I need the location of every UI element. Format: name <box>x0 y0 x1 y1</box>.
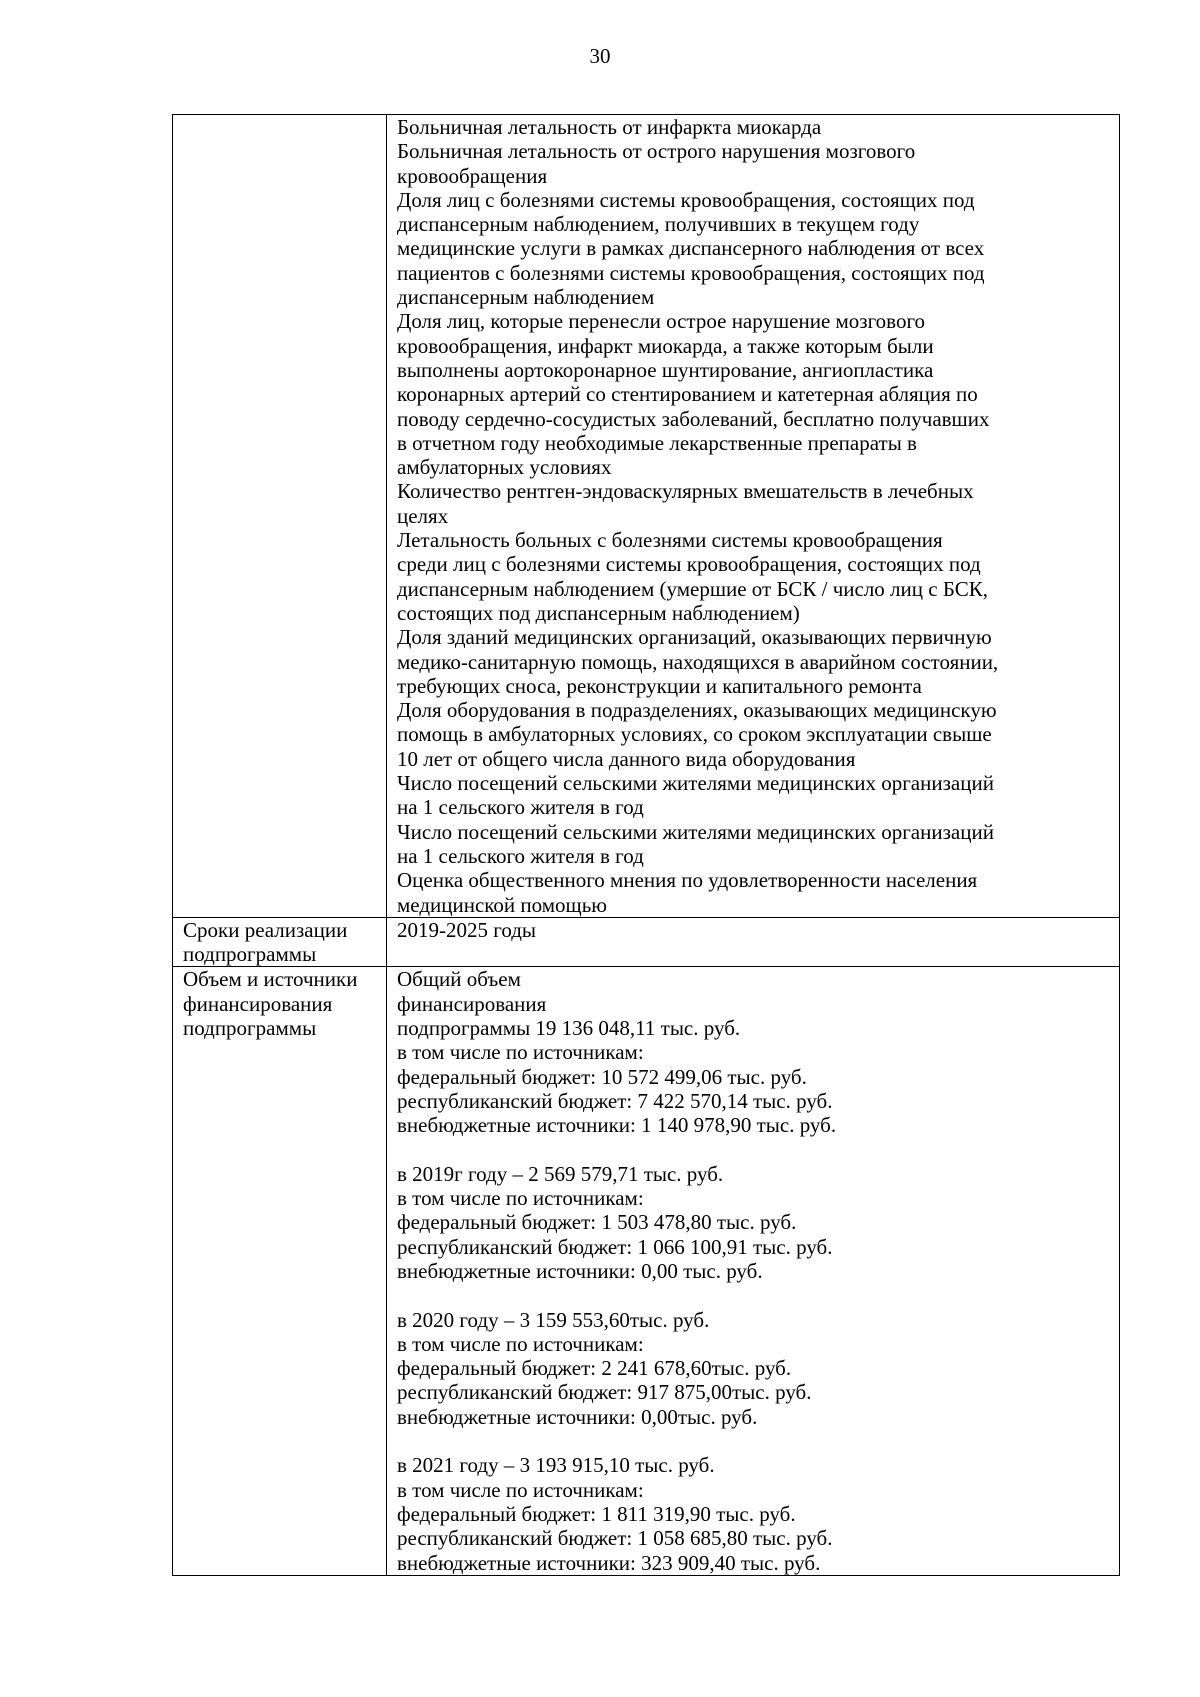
funding-line: республиканский бюджет: 1 066 100,91 тыс. руб. <box>397 1234 833 1259</box>
terms-label <box>173 917 387 967</box>
funding-label <box>173 967 387 1575</box>
indicator-line: Доля оборудования в подразделениях, оказывающих медицинскую <box>397 698 997 723</box>
indicator-item <box>397 139 1113 188</box>
funding-value <box>387 967 1120 1575</box>
indicator-line: медико-санитарную помощь, находящихся в аварийном состоянии, <box>397 649 999 674</box>
terms-value-text: 2019-2025 годы <box>397 917 537 942</box>
indicator-line: Оценка общественного мнения по удовлетворенности населения <box>397 868 978 893</box>
indicator-line: амбулаторных условиях <box>397 455 612 480</box>
indicator-line: пациентов с болезнями системы кровообращения, состоящих под <box>397 260 985 285</box>
indicator-item <box>397 479 1113 528</box>
indicator-line: Больничная летальность от острого нарушения мозгового <box>397 139 916 164</box>
spacer <box>397 1137 1113 1161</box>
indicator-line: диспансерным наблюдением (умершие от БСК / число лиц с БСК, <box>397 576 989 601</box>
indicators-list <box>387 115 1120 918</box>
indicator-line: медицинские услуги в рамках диспансерного наблюдения от всех <box>397 236 985 261</box>
indicator-item <box>397 625 1113 698</box>
funding-line: финансирования <box>397 991 547 1016</box>
funding-label-line: Объем и источники <box>183 967 358 992</box>
indicator-line: Число посещений сельскими жителями медицинских организаций <box>397 819 994 844</box>
terms-value <box>387 917 1120 967</box>
funding-line: федеральный бюджет: 2 241 678,60тыс. руб. <box>397 1356 792 1381</box>
funding-line: внебюджетные источники: 0,00 тыс. руб. <box>397 1258 763 1283</box>
indicator-line: Доля лиц, которые перенесли острое нарушение мозгового <box>397 309 926 334</box>
indicator-line: помощь в амбулаторных условиях, со сроком эксплуатации свыше <box>397 722 992 747</box>
funding-line: в том числе по источникам: <box>397 1477 644 1502</box>
indicator-item <box>397 115 1113 139</box>
funding-line: республиканский бюджет: 7 422 570,14 тыс. руб. <box>397 1088 833 1113</box>
indicator-line: медицинской помощью <box>397 892 607 917</box>
indicator-item <box>397 868 1113 917</box>
indicator-line: среди лиц с болезнями системы кровообращения, состоящих под <box>397 552 981 577</box>
funding-label-line: финансирования <box>183 991 333 1016</box>
indicator-line: Больничная летальность от инфаркта миокарда <box>397 115 822 139</box>
funding-line: республиканский бюджет: 917 875,00тыс. руб. <box>397 1380 812 1405</box>
indicator-line: на 1 сельского жителя в год <box>397 795 644 820</box>
funding-line: в 2021 году – 3 193 915,10 тыс. руб. <box>397 1453 715 1478</box>
indicator-line: коронарных артерий со стентированием и катетерная абляция по <box>397 382 978 407</box>
indicator-line: диспансерным наблюдением, получивших в текущем году <box>397 212 920 237</box>
indicator-line: Доля лиц с болезнями системы кровообращения, состоящих под <box>397 187 975 212</box>
indicator-line: в отчетном году необходимые лекарственные препараты в <box>397 430 917 455</box>
funding-2021-block <box>397 1453 1113 1574</box>
indicator-line: поводу сердечно-сосудистых заболеваний, бесплатно получавших <box>397 406 990 431</box>
funding-label-line: подпрограммы <box>183 1015 317 1040</box>
funding-line: в том числе по источникам: <box>397 1331 644 1356</box>
subprogram-passport-table <box>172 114 1120 1576</box>
funding-line: подпрограммы 19 136 048,11 тыс. руб. <box>397 1015 741 1040</box>
page-number: 30 <box>589 44 611 68</box>
indicator-item <box>397 309 1113 479</box>
indicators-label-cell <box>173 115 387 918</box>
terms-label-line: Сроки реализации <box>183 917 348 942</box>
indicator-line: выполнены аортокоронарное шунтирование, ангиопластика <box>397 357 934 382</box>
funding-line: в том числе по источникам: <box>397 1186 644 1211</box>
funding-2020-block <box>397 1308 1113 1429</box>
indicators-row <box>173 115 1120 918</box>
funding-line: в 2019г году – 2 569 579,71 тыс. руб. <box>397 1161 724 1186</box>
funding-line: федеральный бюджет: 10 572 499,06 тыс. руб. <box>397 1064 807 1089</box>
spacer <box>397 1283 1113 1307</box>
funding-line: федеральный бюджет: 1 811 319,90 тыс. руб. <box>397 1501 796 1526</box>
funding-line: республиканский бюджет: 1 058 685,80 тыс. руб. <box>397 1526 833 1551</box>
funding-line: Общий объем <box>397 967 521 992</box>
indicator-line: кровообращения <box>397 163 548 188</box>
funding-line: внебюджетные источники: 0,00тыс. руб. <box>397 1404 758 1429</box>
funding-2019-block <box>397 1162 1113 1283</box>
indicator-item <box>397 820 1113 869</box>
indicator-line: на 1 сельского жителя в год <box>397 843 644 868</box>
indicator-line: требующих сноса, реконструкции и капитального ремонта <box>397 673 922 698</box>
indicator-line: целях <box>397 503 449 528</box>
funding-line: федеральный бюджет: 1 503 478,80 тыс. руб. <box>397 1210 797 1235</box>
indicator-line: Количество рентген-эндоваскулярных вмешательств в лечебных <box>397 479 974 504</box>
indicator-line: 10 лет от общего числа данного вида оборудования <box>397 746 856 771</box>
indicator-line: диспансерным наблюдением <box>397 285 655 310</box>
terms-label-line: подпрограммы <box>183 942 317 967</box>
terms-row <box>173 917 1120 967</box>
funding-line: внебюджетные источники: 323 909,40 тыс. руб. <box>397 1550 821 1575</box>
indicator-line: кровообращения, инфаркт миокарда, а также которым были <box>397 333 934 358</box>
funding-line: в том числе по источникам: <box>397 1040 644 1065</box>
indicator-line: состоящих под диспансерным наблюдением) <box>397 600 800 625</box>
funding-line: внебюджетные источники: 1 140 978,90 тыс. руб. <box>397 1113 837 1138</box>
indicator-item <box>397 698 1113 771</box>
indicator-item <box>397 771 1113 820</box>
indicator-item <box>397 188 1113 309</box>
funding-total-block <box>397 967 1113 1137</box>
indicator-line: Летальность больных с болезнями системы кровообращения <box>397 528 943 553</box>
indicator-line: Число посещений сельскими жителями медицинских организаций <box>397 771 994 796</box>
funding-row <box>173 967 1120 1575</box>
spacer <box>397 1429 1113 1453</box>
indicator-item <box>397 528 1113 625</box>
indicator-line: Доля зданий медицинских организаций, оказывающих первичную <box>397 625 992 650</box>
funding-line: в 2020 году – 3 159 553,60тыс. руб. <box>397 1307 710 1332</box>
